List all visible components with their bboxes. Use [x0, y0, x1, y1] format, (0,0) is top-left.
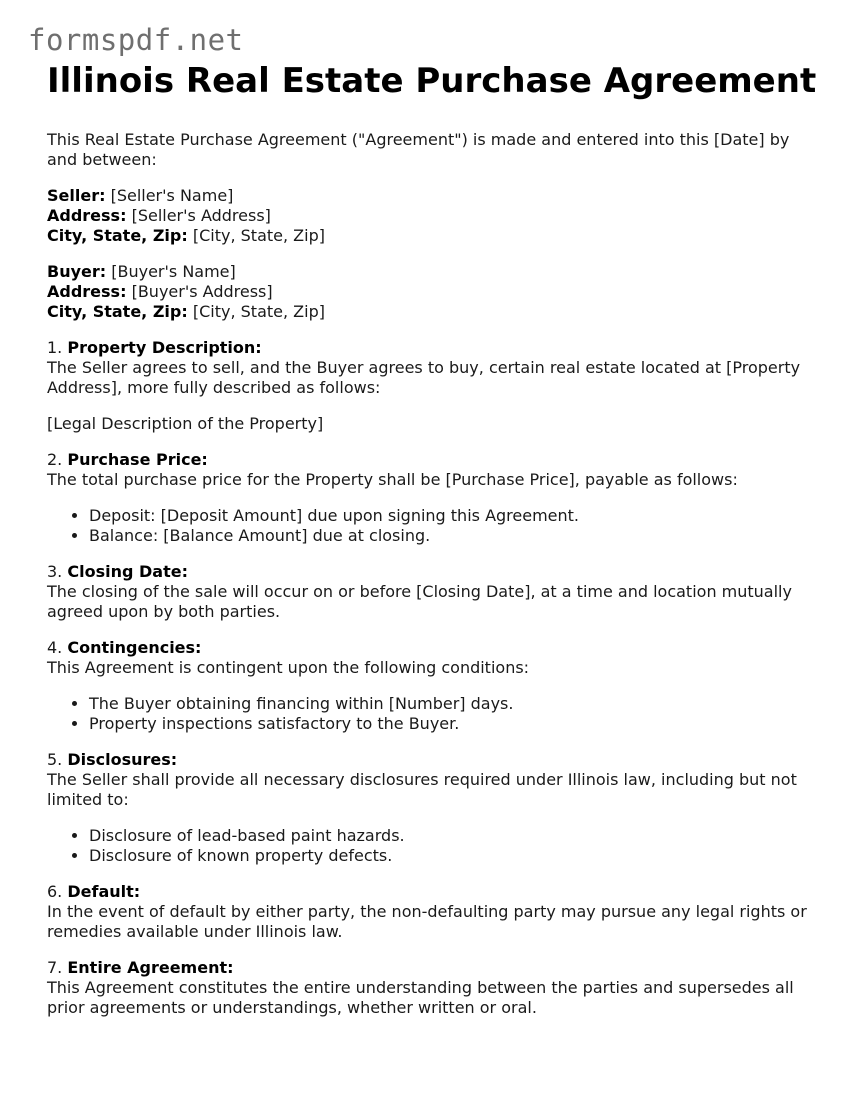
seller-name-value: [Seller's Name]: [110, 186, 234, 205]
list-item: • Disclosure of lead-based paint hazards.: [89, 826, 817, 846]
section-body: The total purchase price for the Property shall be [Purchase Price], payable as follows:: [47, 470, 738, 489]
buyer-address-value: [Buyer's Address]: [131, 282, 273, 301]
section-disclosures: [47, 750, 817, 810]
list-item: • Deposit: [Deposit Amount] due upon signing this Agreement.: [89, 506, 817, 526]
section-number: 4.: [47, 638, 63, 657]
buyer-name-value: [Buyer's Name]: [111, 262, 236, 281]
buyer-name-label: Buyer:: [47, 262, 107, 281]
document-title: Illinois Real Estate Purchase Agreement: [47, 61, 817, 101]
section-number: 7.: [47, 958, 63, 977]
section-heading: Closing Date:: [67, 562, 188, 581]
section-body: This Agreement is contingent upon the following conditions:: [47, 658, 530, 677]
seller-block: [47, 186, 817, 246]
section-heading: Default:: [67, 882, 141, 901]
seller-csz-label: City, State, Zip:: [47, 226, 188, 245]
seller-name-label: Seller:: [47, 186, 106, 205]
section-heading: Purchase Price:: [67, 450, 208, 469]
buyer-csz-label: City, State, Zip:: [47, 302, 188, 321]
section-number: 1.: [47, 338, 63, 357]
purchase-price-list: [47, 506, 817, 546]
buyer-block: [47, 262, 817, 322]
section-heading: Disclosures:: [67, 750, 178, 769]
section-number: 5.: [47, 750, 63, 769]
section-body: In the event of default by either party, the non-defaulting party may pursue any legal rights or remedies available under Illinois law.: [47, 902, 807, 941]
section-body: The closing of the sale will occur on or before [Closing Date], at a time and location mutually agreed upon by both parties.: [47, 582, 792, 621]
disclosures-list: [47, 826, 817, 866]
section-purchase-price: [47, 450, 817, 490]
watermark: formspdf.net: [28, 23, 244, 57]
section-closing-date: [47, 562, 817, 622]
section-heading: Property Description:: [67, 338, 262, 357]
section-property-description: [47, 338, 817, 398]
section-heading: Contingencies:: [67, 638, 202, 657]
seller-address-label: Address:: [47, 206, 127, 225]
document: [47, 61, 817, 1034]
section-default: [47, 882, 817, 942]
legal-description-placeholder: [Legal Description of the Property]: [47, 414, 324, 433]
section-number: 2.: [47, 450, 63, 469]
seller-csz-value: [City, State, Zip]: [192, 226, 325, 245]
section-body: The Seller shall provide all necessary disclosures required under Illinois law, including but not limited to:: [47, 770, 797, 809]
intro-paragraph: This Real Estate Purchase Agreement ("Agreement") is made and entered into this [Date] by and between:: [47, 130, 790, 169]
list-item: • Disclosure of known property defects.: [89, 846, 817, 866]
list-item: • Balance: [Balance Amount] due at closing.: [89, 526, 817, 546]
buyer-address-label: Address:: [47, 282, 127, 301]
section-body: This Agreement constitutes the entire understanding between the parties and supersedes all prior agreements or understandings, whether written or oral.: [47, 978, 794, 1017]
section-body: The Seller agrees to sell, and the Buyer agrees to buy, certain real estate located at [Property Address], more fully described as follows:: [47, 358, 801, 397]
section-number: 6.: [47, 882, 63, 901]
section-entire-agreement: [47, 958, 817, 1018]
section-contingencies: [47, 638, 817, 678]
seller-address-value: [Seller's Address]: [131, 206, 271, 225]
contingencies-list: [47, 694, 817, 734]
section-heading: Entire Agreement:: [67, 958, 234, 977]
section-number: 3.: [47, 562, 63, 581]
list-item: • Property inspections satisfactory to the Buyer.: [89, 714, 817, 734]
buyer-csz-value: [City, State, Zip]: [192, 302, 325, 321]
list-item: • The Buyer obtaining financing within [Number] days.: [89, 694, 817, 714]
